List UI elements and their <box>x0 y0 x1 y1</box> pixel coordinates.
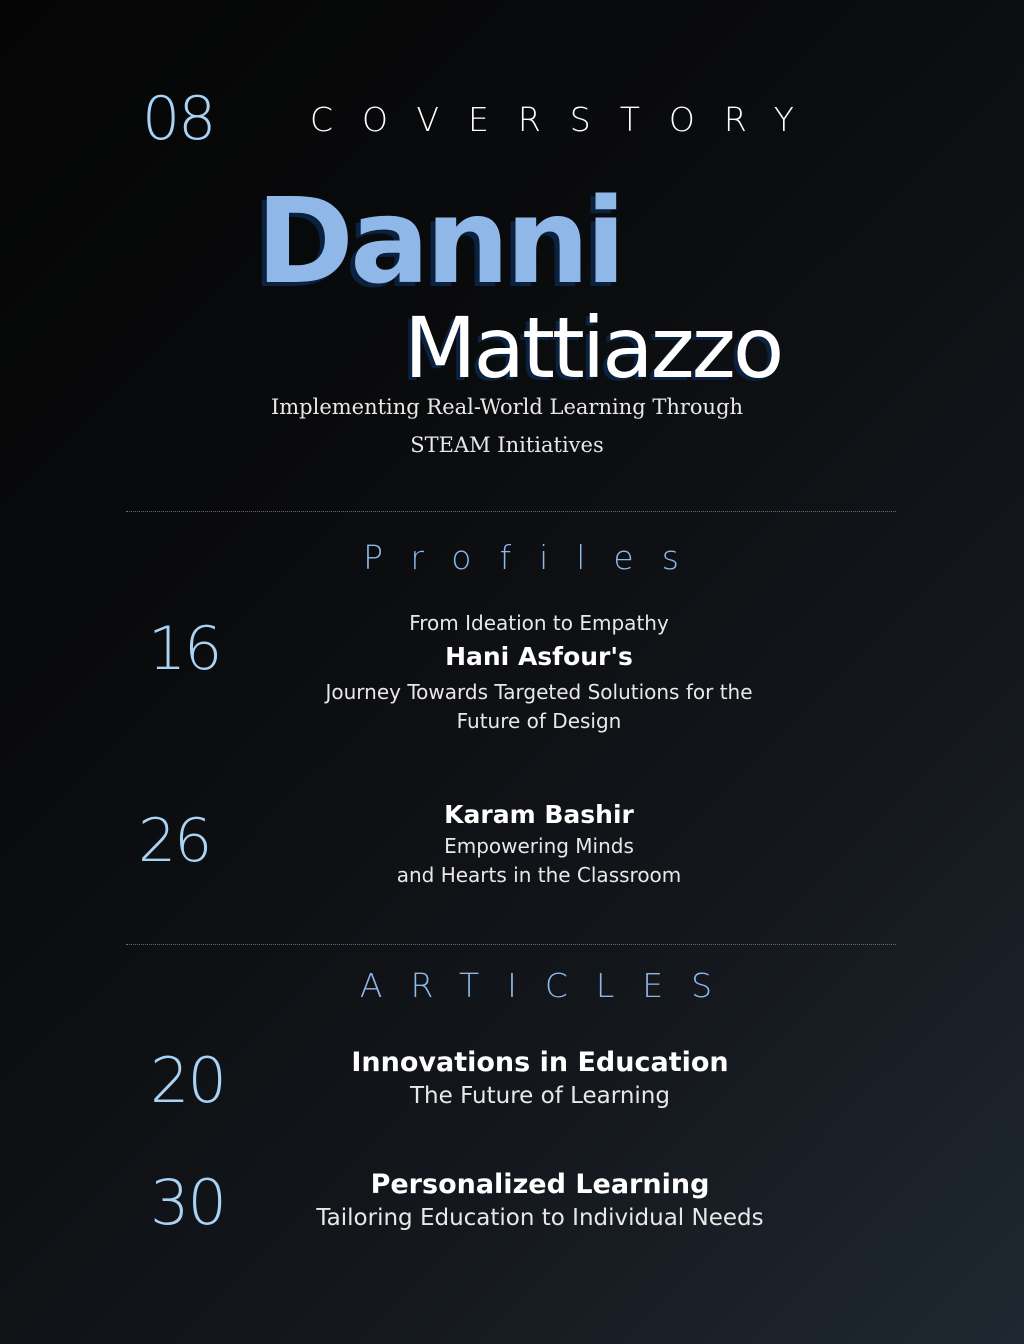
article-1-subtitle: The Future of Learning <box>410 1083 670 1109</box>
divider-middle <box>126 944 896 945</box>
article-2-subtitle: Tailoring Education to Individual Needs <box>316 1205 764 1231</box>
article-1-title[interactable]: Innovations in Education <box>351 1047 729 1078</box>
profile-2-page-number[interactable]: 26 <box>138 806 211 876</box>
profiles-heading: Profiles <box>363 538 707 577</box>
profile-2-name[interactable]: Karam Bashir <box>444 800 634 829</box>
divider-top <box>126 511 896 512</box>
cover-subtitle-line-1: Implementing Real-World Learning Through <box>270 395 744 419</box>
cover-subtitle-line-2: STEAM Initiatives <box>410 433 604 457</box>
profile-2-desc-line-1: Empowering Minds <box>444 834 634 858</box>
profile-1-page-number[interactable]: 16 <box>148 614 221 684</box>
cover-page-number[interactable]: 08 <box>142 84 215 154</box>
article-2-page-number[interactable]: 30 <box>150 1166 225 1239</box>
profile-1-desc-line-1: Journey Towards Targeted Solutions for the <box>325 680 753 704</box>
profile-1-kicker: From Ideation to Empathy <box>409 611 669 635</box>
profile-1-desc-line-2: Future of Design <box>456 709 622 733</box>
cover-section-label: COVERSTORY <box>310 100 823 139</box>
article-1-page-number[interactable]: 20 <box>150 1044 225 1117</box>
cover-first-name[interactable]: Danni <box>256 172 623 310</box>
article-2-title[interactable]: Personalized Learning <box>370 1169 710 1200</box>
profile-2-desc-line-2: and Hearts in the Classroom <box>396 863 682 887</box>
articles-heading: ARTICLES <box>359 966 741 1005</box>
cover-last-name[interactable]: Mattiazzo <box>404 299 782 397</box>
profile-1-name[interactable]: Hani Asfour's <box>445 642 633 671</box>
